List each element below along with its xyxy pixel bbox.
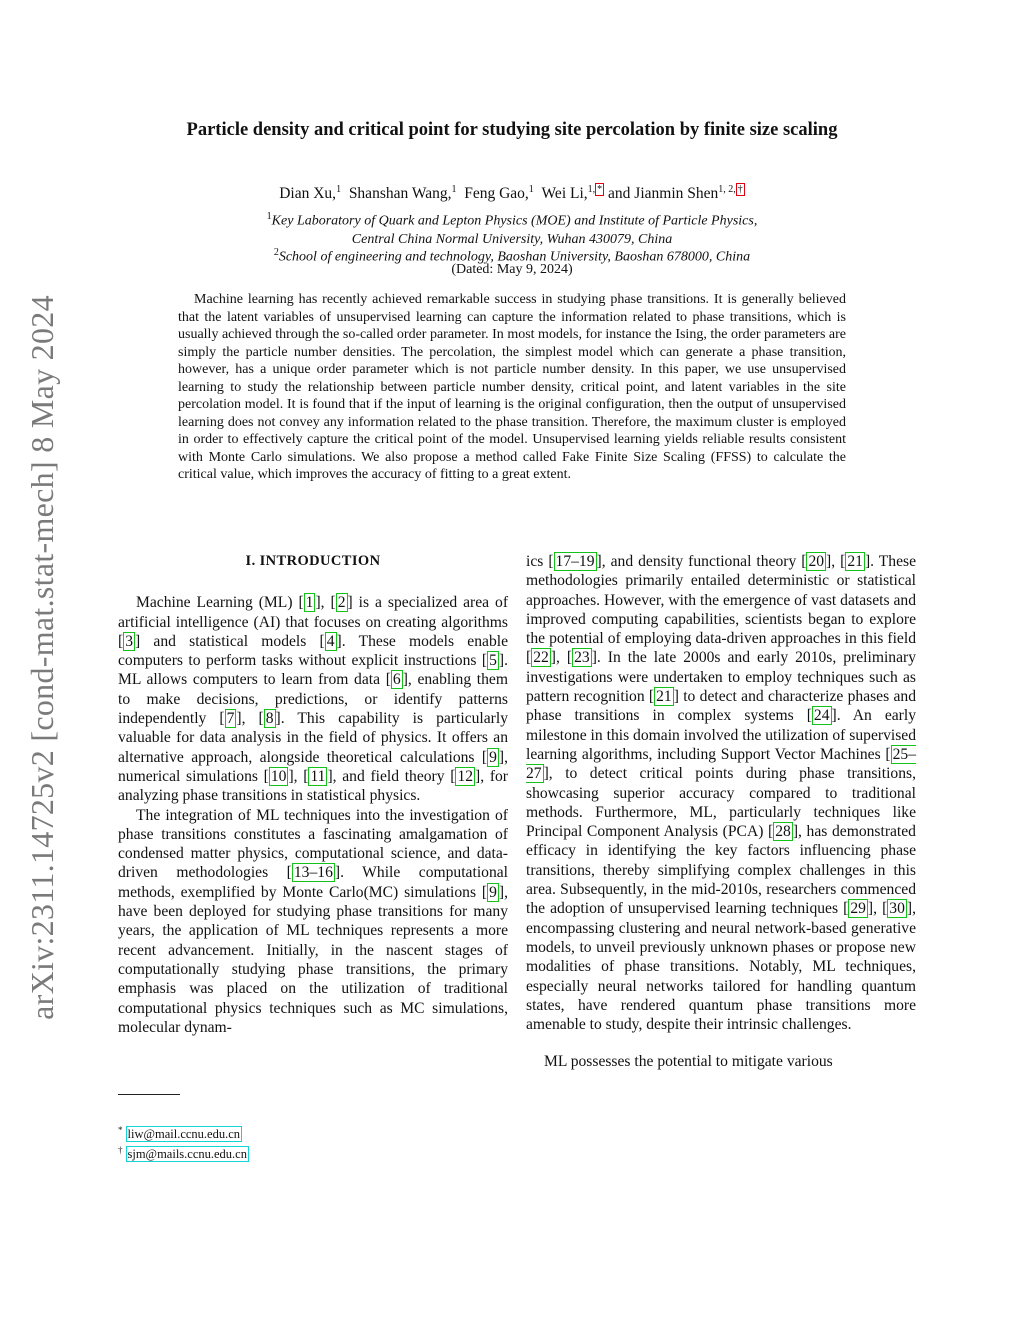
arxiv-side-stamp	[20, 276, 64, 1038]
citation-link[interactable]: 12	[457, 767, 474, 785]
email-link[interactable]: sjm@mails.ccnu.edu.cn	[127, 1147, 247, 1162]
citation-link[interactable]: 6	[392, 671, 401, 689]
citation-link[interactable]: 9	[489, 883, 497, 901]
citation-link[interactable]: 4	[326, 632, 335, 650]
author-connector: and	[608, 185, 631, 203]
author: Feng Gao,$^1$	[464, 184, 534, 203]
citation-link[interactable]: 8	[265, 710, 274, 728]
citation-link[interactable]: 24	[813, 707, 830, 725]
author: Shanshan Wang,$^1$	[348, 184, 457, 203]
citation-link[interactable]: 20	[808, 553, 825, 570]
author: Jianmin Shen$^{1, 2, \dagger}$	[634, 184, 743, 203]
affiliation-2: $^2$School of engineering and technology, Baoshan University, Baoshan 678000, China	[273, 247, 751, 265]
citation-link[interactable]: 7	[226, 710, 235, 728]
abstract: Machine learning has recently achieved remarkable success in studying phase transitions. It is generally believed that the latent variables of unsupervised learning can capture the information related to phase transitions, which is usually achieved through the so-called order parameter. In most models, for instance the Ising, the order parameters are simply the particle number densities. The percolation, the simplest model which can generate a phase transition, however, has a unique order parameter which is not particle number density. In this paper, we use unsupervised learning to study the relationship between particle number density, critical point, and latent variables in the site percolation model. It is found that if the input of learning is the original configuration, then the output of unsupervised learning does not convey any information related to the phase transition. Therefore, the maximum cluster is employed in order to effectively capture the critical point of the model. Unsupervised learning yields reliable results consistent with Monte Carlo simulations. We also propose a method called Fake Finite Size Scaling (FFSS) to calculate the critical value, which improves the accuracy of fitting to a great extent.	[178, 292, 846, 482]
section-heading: I. INTRODUCTION	[245, 553, 381, 569]
citation-link[interactable]: 25–27	[526, 745, 916, 783]
citation-link[interactable]: 3	[125, 632, 133, 650]
left-column	[118, 552, 508, 1037]
paragraph: ML possesses the potential to mitigate various	[544, 1053, 833, 1071]
citation-link[interactable]: 22	[533, 649, 549, 667]
citation-link[interactable]: 2	[337, 594, 346, 612]
citation-link[interactable]: 5	[489, 652, 497, 670]
citation-link[interactable]: 1	[305, 594, 314, 612]
citation-link[interactable]: 11	[310, 767, 326, 785]
author-list	[120, 184, 904, 203]
author: Dian Xu,$^1$	[279, 184, 342, 203]
footnote: * liw@mail.ccnu.edu.cn	[118, 1125, 241, 1142]
footnote-rule	[118, 1094, 180, 1095]
email-link[interactable]: liw@mail.ccnu.edu.cn	[127, 1127, 241, 1142]
affiliation-1: $^1$Key Laboratory of Quark and Lepton Physics (MOE) and Institute of Particle Physics, Central China Normal University, Wuhan 430079, China	[266, 211, 758, 247]
right-column	[526, 552, 916, 1072]
citation-link[interactable]: 13–16	[293, 864, 333, 882]
dated-line: (Dated: May 9, 2024)	[451, 262, 573, 277]
paragraph: ics [ 17–19 ], and density functional theory [ 20 ], [ 21 ]. These methodologies primarily entailed deterministic or statistical approaches. However, with the emergence of vast datasets and improved computing capabilities, scientists began to explore the potential of employing data-driven approaches in this field [ 22 ], [ 23 ]. In the late 2000s and early 2010s, preliminary investigations were undertaken to employ techniques such as pattern recognition [ 21 ] to detect and characterize phases and phase transitions in complex systems [ 24 ]. An early milestone in this domain involved the utilization of supervised learning algorithms, including Support Vector Machines [ 25–27 ], to detect critical points during phase transitions, showcasing superior accuracy compared to traditional methods. Furthermore, ML, particularly techniques like Principal Component Analysis (PCA) [ 28 ], has demonstrated efficacy in identifying the key factors influencing phase transitions, thereby simplifying complex challenges in this area. Subsequently, in the mid-2010s, researchers commenced the adoption of unsupervised learning techniques [ 29 ], [ 30 ], encompassing clustering and neural network-based generative models, to unveil previously unknown phases or propose new modalities of phase transitions. Notably, ML techniques, especially neural networks tailored for handling quantum states, have rendered quantum phase transitions more amenable to study, despite their intrinsic challenges.	[526, 553, 917, 1034]
citation-link[interactable]: 23	[574, 649, 590, 667]
citation-link[interactable]: 29	[850, 900, 866, 918]
arxiv-identifier[interactable]: arXiv:2311.14725v2 [cond-mat.stat-mech] 8 May 2024	[23, 294, 60, 1020]
author: Wei Li,$^{1, *}$	[541, 184, 603, 203]
citation-link[interactable]: 21	[656, 688, 672, 706]
citation-link[interactable]: 30	[889, 900, 905, 918]
paper-title: Particle density and critical point for studying site percolation by finite size scaling	[186, 120, 838, 140]
citation-link[interactable]: 10	[270, 767, 287, 785]
footnote-link[interactable]: †	[737, 184, 743, 195]
citation-link[interactable]: 17–19	[555, 553, 595, 570]
citation-link[interactable]: 28	[775, 823, 791, 841]
citation-link[interactable]: 21	[847, 553, 863, 570]
citation-link[interactable]: 9	[489, 748, 497, 766]
paragraph: Machine Learning (ML) [ 1 ], [ 2 ] is a specialized area of artificial intelligence (AI) that focuses on creating algorithms [ 3 ] and statistical models [ 4 ]. These models enable computers to perform tasks without explicit instructions [ 5 ]. ML allows computers to learn from data [ 6 ], enabling them to make decisions, predictions, or identify patterns independently [ 7 ], [ 8 ]. This capability is particularly valuable for data analysis in the field of physics. It offers an alternative approach, alongside theoretical calculations [ 9 ], numerical simulations [ 10 ], [ 11 ], and field theory [ 12 ], for analyzing phase transitions in statistical physics.	[118, 594, 509, 805]
footnote-link[interactable]: *	[597, 184, 603, 195]
footnote: † sjm@mails.ccnu.edu.cn	[118, 1145, 247, 1162]
footnotes	[118, 1122, 418, 1162]
paragraph: The integration of ML techniques into the investigation of phase transitions constitutes a fascinating amalgamation of condensed matter physics, computational science, and data-driven methodologies [ 13–16 ]. While computational methods, exemplified by Monte Carlo(MC) simulations [ 9 ], have been deployed for studying phase transitions for many years, the application of ML techniques represents a more recent advancement. Initially, in the nascent stages of computationally studying phase transitions, the primary emphasis was placed on the utilization of traditional computational physics techniques such as MC simulations, molecular dynam-	[118, 806, 508, 1036]
